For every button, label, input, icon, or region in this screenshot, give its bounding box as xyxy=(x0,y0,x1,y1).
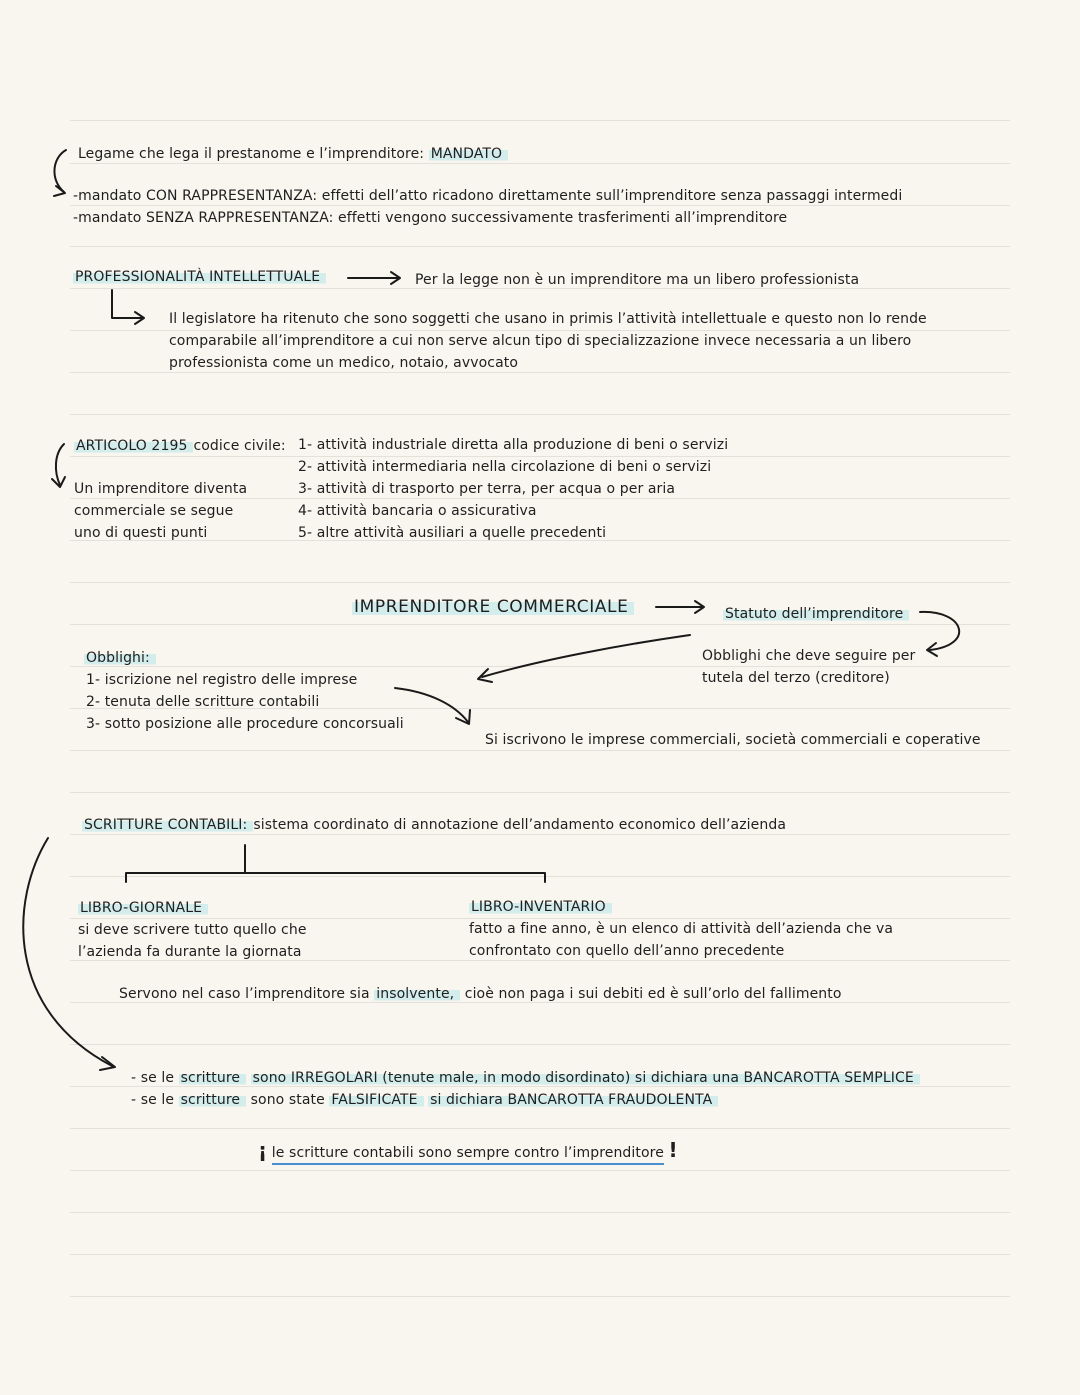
scritture-heading: SCRITTURE CONTABILI: xyxy=(82,817,253,833)
libro-giornale-title xyxy=(78,897,208,919)
mandato-senza-rappresentanza: -mandato SENZA RAPPRESENTANZA: effetti vengono successivamente trasferimenti all’imprenditore xyxy=(73,210,788,226)
professionalita-result: Per la legge non è un imprenditore ma un libero professionista xyxy=(415,272,860,288)
articolo-side-note-line: uno di questi punti xyxy=(74,525,208,541)
articolo-heading-suffix: codice civile: xyxy=(193,438,286,454)
conclusion-text: le scritture contabili sono sempre contro l’imprenditore xyxy=(272,1145,664,1165)
articolo-item: 3- attività di trasporto per terra, per acqua o per aria xyxy=(298,481,676,497)
mandato-keyword: MANDATO xyxy=(429,146,508,162)
scritture-uso-prefix: Servono nel caso l’imprenditore sia xyxy=(119,986,370,1002)
obblighi-heading xyxy=(84,647,156,669)
professionalita-explanation-line: Il legislatore ha ritenuto che sono soggetti che usano in primis l’attività intellettuale e questo non lo rende xyxy=(169,311,927,327)
obblighi-item: 1- iscrizione nel registro delle imprese xyxy=(86,672,358,688)
articolo-heading-text: ARTICOLO 2195 xyxy=(74,438,193,454)
obblighi-item: 3- sotto posizione alle procedure concorsuali xyxy=(86,716,404,732)
exclamation-close: ! xyxy=(668,1138,678,1162)
obblighi-item: 2- tenuta delle scritture contabili xyxy=(86,694,320,710)
falsificate-keyword: FALSIFICATE xyxy=(329,1092,423,1108)
statuto-label xyxy=(723,603,909,625)
tree-bracket xyxy=(126,845,545,882)
professionalita-explanation-line: comparabile all’imprenditore a cui non serve alcun tipo di specializzazione invece necessaria a un libero xyxy=(169,333,912,349)
iscrizione-note: Si iscrivono le imprese commerciali, società commerciali e coperative xyxy=(485,732,981,748)
bancarotta-semplice-line xyxy=(131,1067,920,1089)
scritture-uso-suffix: cioè non paga i sui debiti ed è sull’orlo del fallimento xyxy=(464,986,842,1002)
curved-arrow-articolo xyxy=(56,444,64,485)
mandato-title xyxy=(78,143,508,165)
articolo-side-note-line: commerciale se segue xyxy=(74,503,234,519)
conclusion xyxy=(258,1139,678,1164)
statuto-label-text: Statuto dell’imprenditore xyxy=(723,606,909,622)
articolo-item: 1- attività industriale diretta alla produzione di beni o servizi xyxy=(298,437,729,453)
libro-giornale-desc: l’azienda fa durante la giornata xyxy=(78,944,302,960)
falsificate-text: si dichiara BANCAROTTA FRAUDOLENTA xyxy=(428,1092,718,1108)
libro-inventario-title-text: LIBRO-INVENTARIO xyxy=(469,899,612,915)
imprenditore-title-text: IMPRENDITORE COMMERCIALE xyxy=(352,597,634,617)
articolo-item: 2- attività intermediaria nella circolazione di beni o servizi xyxy=(298,459,712,475)
mandato-title-prefix: Legame che lega il prestanome e l’imprenditore: xyxy=(78,146,425,162)
scritture-keyword: scritture xyxy=(179,1092,246,1108)
insolvente-keyword: insolvente, xyxy=(374,986,460,1002)
arrow-to-iscrizione xyxy=(395,688,468,722)
libro-inventario-desc: fatto a fine anno, è un elenco di attività dell’azienda che va xyxy=(469,921,894,937)
obblighi-desc-line: tutela del terzo (creditore) xyxy=(702,670,890,686)
articolo-item: 5- altre attività ausiliari a quelle precedenti xyxy=(298,525,607,541)
professionalita-explanation-line: professionista come un medico, notaio, avvocato xyxy=(169,355,519,371)
falsificate-prefix: - se le xyxy=(131,1092,175,1108)
obblighi-heading-text: Obblighi: xyxy=(84,650,156,666)
articolo-side-note-line: Un imprenditore diventa xyxy=(74,481,248,497)
obblighi-desc-line: Obblighi che deve seguire per xyxy=(702,648,916,664)
professionalita-heading-text: PROFESSIONALITÀ INTELLETTUALE xyxy=(73,269,326,285)
irregolari-prefix: - se le xyxy=(131,1070,175,1086)
scritture-definition xyxy=(82,814,786,836)
imprenditore-title xyxy=(352,596,634,618)
exclamation-open: ¡ xyxy=(258,1138,268,1162)
mandato-con-rappresentanza: -mandato CON RAPPRESENTANZA: effetti dell’atto ricadono direttamente sull’imprenditore senza passaggi intermedi xyxy=(73,188,903,204)
scritture-uso xyxy=(119,983,842,1005)
scritture-definition-text: sistema coordinato di annotazione dell’andamento economico dell’azienda xyxy=(253,817,787,833)
bancarotta-fraudolenta-line xyxy=(131,1089,718,1111)
scritture-keyword: scritture xyxy=(179,1070,246,1086)
falsificate-mid: sono state xyxy=(250,1092,325,1108)
curl-arrow-statuto xyxy=(920,612,959,650)
articolo-heading xyxy=(74,435,286,457)
libro-giornale-desc: si deve scrivere tutto quello che xyxy=(78,922,307,938)
irregolari-text: sono IRREGOLARI (tenute male, in modo disordinato) si dichiara una BANCAROTTA SEMPLICE xyxy=(251,1070,920,1086)
arrow-to-obblighi xyxy=(482,635,690,677)
libro-inventario-title xyxy=(469,896,612,918)
professionalita-heading xyxy=(73,266,326,288)
articolo-item: 4- attività bancaria o assicurativa xyxy=(298,503,537,519)
libro-inventario-desc: confrontato con quello dell’anno precedente xyxy=(469,943,785,959)
libro-giornale-title-text: LIBRO-GIORNALE xyxy=(78,900,208,916)
